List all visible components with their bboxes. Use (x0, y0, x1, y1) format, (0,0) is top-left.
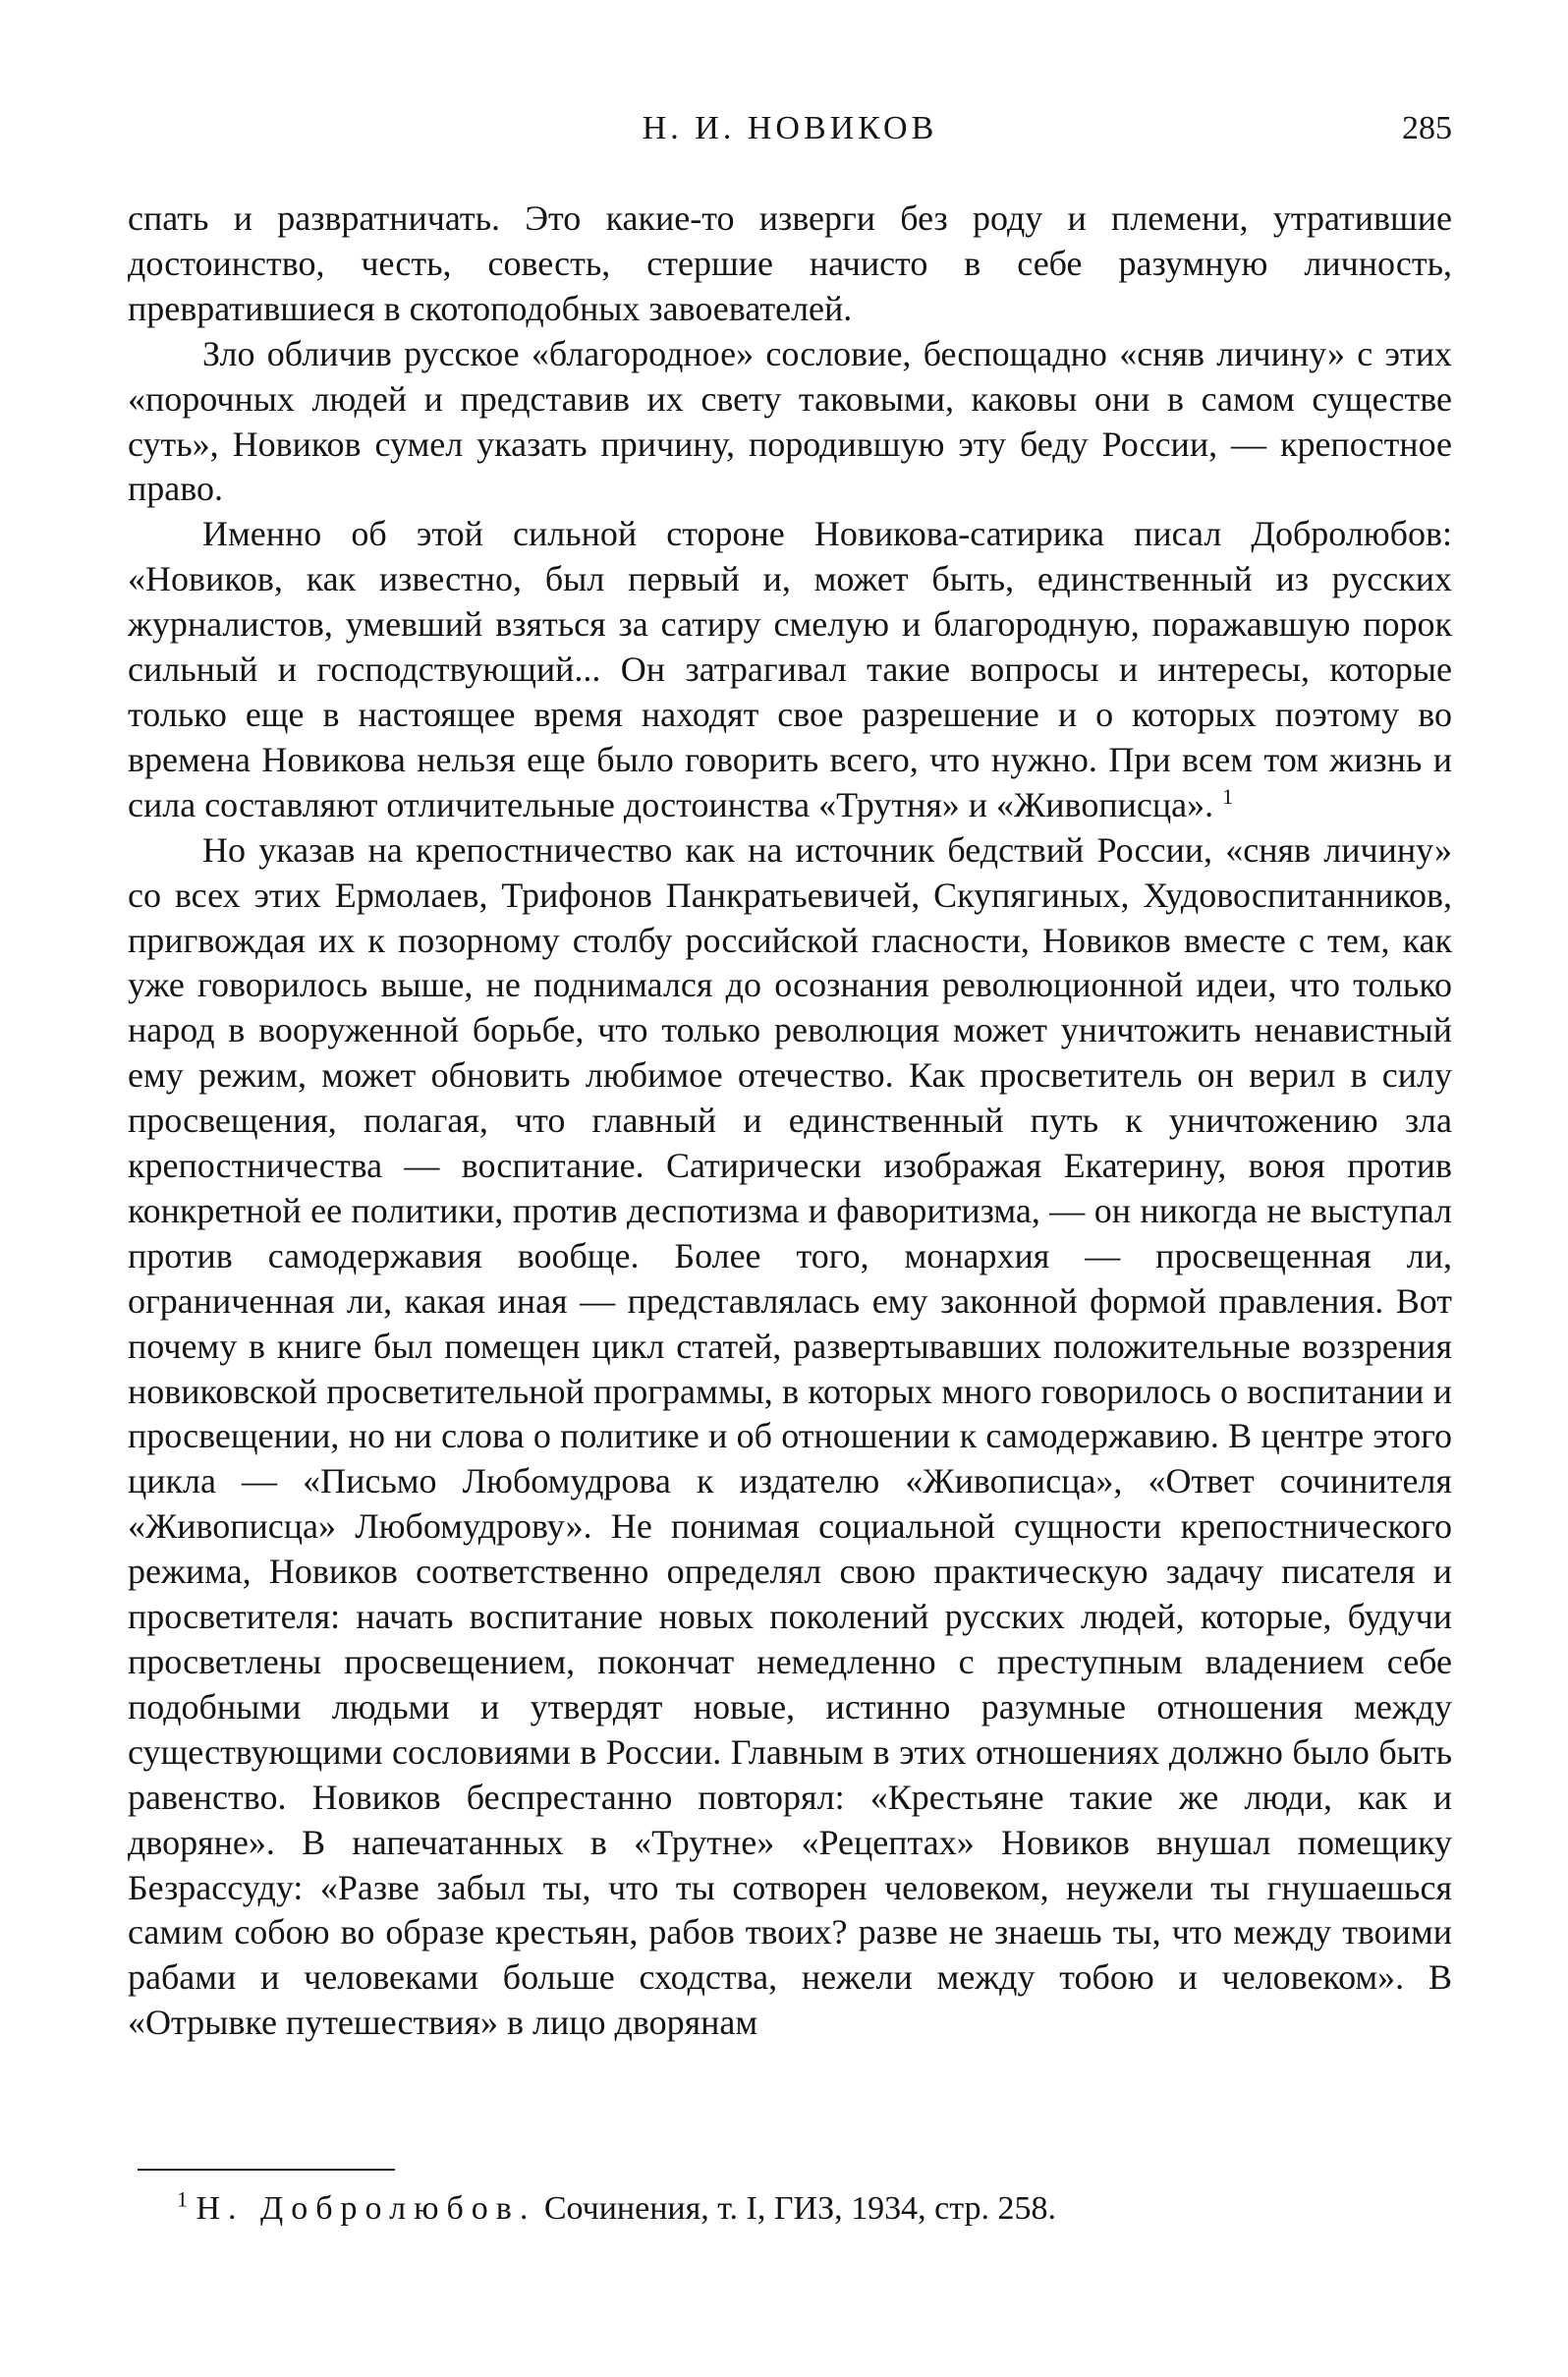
paragraph-4 (128, 828, 1452, 2046)
body-text (128, 197, 1452, 2046)
paragraph-1 (128, 197, 1452, 332)
running-title: Н. И. НОВИКОВ (642, 110, 938, 146)
paragraph-3 (128, 512, 1452, 827)
paragraph-text: Но указав на крепостничество как на источник бедствий России, «сняв личину» со всех этих Ермолаев, Трифонов Панкратьевичей, Скупягиных, Худовоспитанников, пригвождая их к позорному столбу российской гласности, Новиков вместе с тем, как уже говорилось выше, не поднимался до осознания революционной идеи, что только народ в вооруженной борьбе, что только революция может уничтожить ненавистный ему режим, может обновить любимое отечество. Как просветитель он верил в силу просвещения, полагая, что главный и единственный путь к уничтожению зла крепостничества — воспитание. Сатирически изображая Екатерину, воюя против конкретной ее политики, против деспотизма и фаворитизма, — он никогда не выступал против самодержавия вообще. Более того, монархия — просвещенная ли, ограниченная ли, какая иная — представлялась ему законной формой правления. Вот почему в книге был помещен цикл статей, развертывавших положительные воззрения новиковской просветительной программы, в которых много говорилось о воспитании и просвещении, но ни слова о политике и об отношении к самодержавию. В центре этого цикла — «Письмо Любомудрова к издателю «Живописца», «Ответ сочинителя «Живописца» Любомудрову». Не понимая социальной сущности крепостнического режима, Новиков соответственно определял свою практическую задачу писателя и просветителя: начать воспитание новых поколений русских людей, которые, будучи просветлены просвещением, покончат немедленно с преступным владением себе подобными людьми и утвердят новые, истинно разумные отношения между существующими сословиями в России. Главным в этих отношениях должно было быть равенство. Новиков беспрестанно повторял: «Крестьяне такие же люди, как и дворяне». В напечатанных в «Трутне» «Рецептах» Новиков внушал помещику Безрассуду: «Разве забыл ты, что ты сотворен человеком, неужели ты гнушаешься самим собою во образе крестьян, рабов твоих? разве не знаешь ты, что между твоими рабами и человеками больше сходства, нежели между тобою и человеком». В «Отрывке путешествия» в лицо дворянам (128, 829, 1452, 2043)
footnote-divider (138, 2169, 395, 2171)
paragraph-2 (128, 332, 1452, 513)
paragraph-text: спать и развратничать. Это какие-то изверги без роду и племени, утратившие достоинство, честь, совесть, стершие начисто в себе разумную личность, превратившиеся в скотоподобных завоевателей. (128, 198, 1452, 328)
footnote-author: Н. Добролюбов. (196, 2190, 536, 2227)
paragraph-text: Зло обличив русское «благородное» сословие, беспощадно «сняв личину» с этих «порочных людей и представив их свету таковыми, каковы они в самом существе суть», Новиков сумел указать причину, породившую эту беду России, — крепостное право. (128, 333, 1452, 509)
page-number: 285 (1402, 110, 1452, 146)
paragraph-text: Именно об этой сильной стороне Новикова-сатирика писал Добролюбов: «Новиков, как известно, был первый и, может быть, единственный из русских журналистов, умевший взяться за сатиру смелую и благородную, поражавшую порок сильный и господствующий... Он затрагивал такие вопросы и интересы, которые только еще в настоящее время находят свое разрешение и о которых поэтому во времена Новикова нельзя еще было говорить всего, что нужно. При всем том жизнь и сила составляют отличительные достоинства «Трутня» и «Живописца». (128, 514, 1452, 824)
page-header (128, 110, 1452, 159)
footnote (177, 2187, 1454, 2231)
footnote-mark: 1 (177, 2186, 188, 2212)
footnote-reference: 1 (1222, 783, 1234, 809)
footnote-text: Сочинения, т. I, ГИЗ, 1934, стр. 258. (543, 2190, 1056, 2227)
